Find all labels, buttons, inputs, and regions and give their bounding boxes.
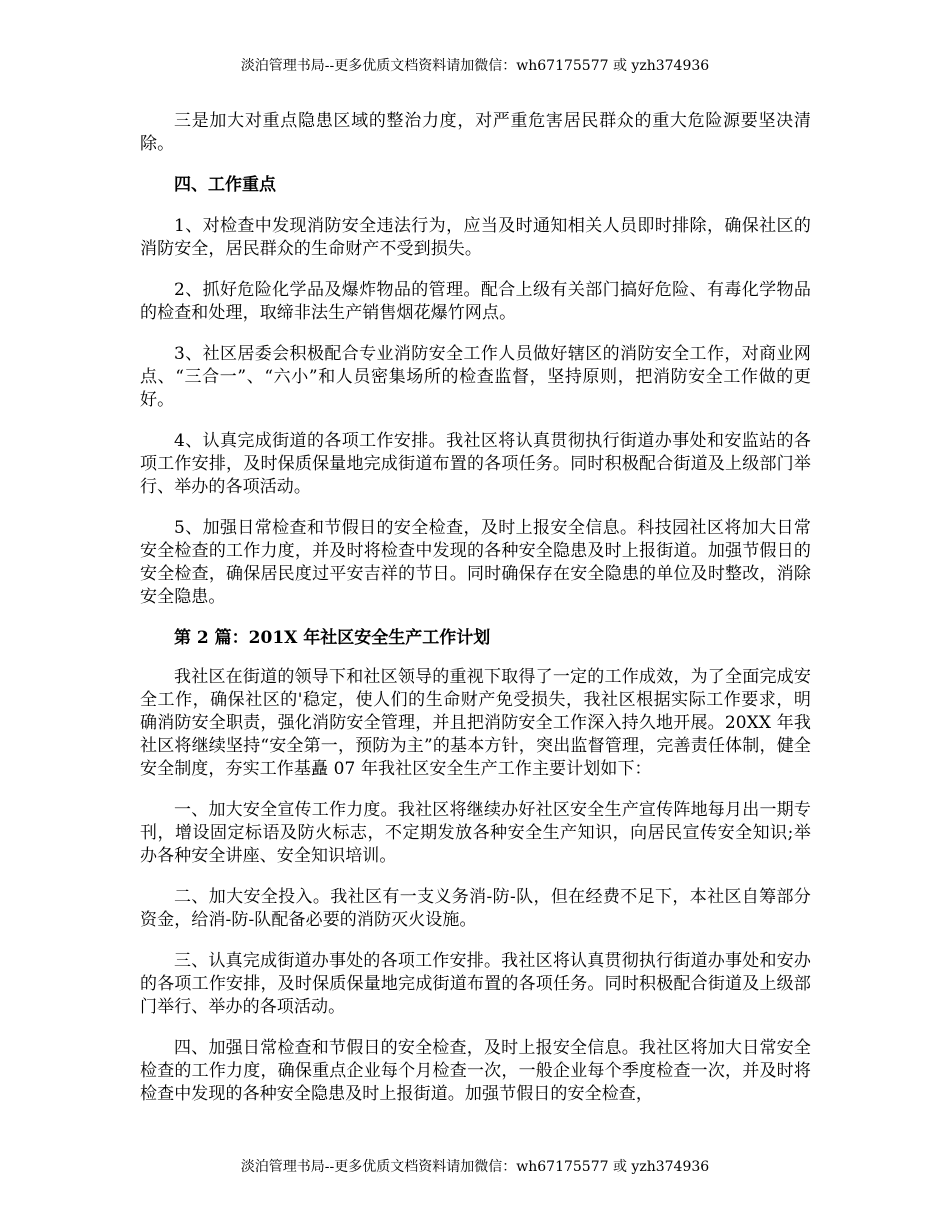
work-item-1: 1、对检查中发现消防安全违法行为，应当及时通知相关人员即时排除，确保社区的消防安全，居民群众的生命财产不受到损失。 [140,216,811,259]
page-header: 淡泊管理书局--更多优质文档资料请加微信：wh67175577 或 yzh374936 [240,58,710,74]
work-item-3: 3、社区居委会积极配合专业消防安全工作人员做好辖区的消防安全工作，对商业网点、“三合一”、“六小”和人员密集场所的检查监督，坚持原则，把消防安全工作做的更好。 [140,344,811,410]
work-item-5: 5、加强日常检查和节假日的安全检查，及时上报安全信息。科技园社区将加大日常安全检查的工作力度，并及时将检查中发现的各种安全隐患及时上报街道。加强节假日的安全检查，确保居民度过平安吉祥的节日。同时确保存在安全隐患的单位及时整改，消除安全隐患。 [140,518,811,607]
part2-title: 第 2 篇：201X 年社区安全生产工作计划 [174,628,491,648]
work-item-2: 2、抓好危险化学品及爆炸物品的管理。配合上级有关部门搞好危险、有毒化学物品的检查和处理，取缔非法生产销售烟花爆竹网点。 [140,280,811,323]
part2-intro: 我社区在街道的领导下和社区领导的重视下取得了一定的工作成效，为了全面完成安全工作，确保社区的'稳定，使人们的生命财产免受损失，我社区根据实际工作要求，明确消防安全职责，强化消防安全管理，并且把消防安全工作深入持久地开展。20XX 年我社区将继续坚持“安全第一，预防为主”的基本方针，突出监督管理，完善责任体制，健全安全制度，夯实工作基矗 07 年我社区安全生产工作主要计划如下： [140,667,811,779]
plan-item-4: 四、加强日常检查和节假日的安全检查，及时上报安全信息。我社区将加大日常安全检查的工作力度，确保重点企业每个月检查一次，一般企业每个季度检查一次，并及时将检查中发现的各种安全隐患及时上报街道。加强节假日的安全检查， [140,1038,811,1104]
plan-item-1: 一、加大安全宣传工作力度。我社区将继续办好社区安全生产宣传阵地每月出一期专刊，增设固定标语及防火标志，不定期发放各种安全生产知识，向居民宣传安全知识;举办各种安全讲座、安全知识培训。 [140,800,811,866]
plan-item-2: 二、加大安全投入。我社区有一支义务消-防-队，但在经费不足下，本社区自筹部分资金，给消-防-队配备必要的消防灭火设施。 [140,887,811,930]
plan-item-3: 三、认真完成街道办事处的各项工作安排。我社区将认真贯彻执行街道办事处和安办的各项工作安排，及时保质保量地完成街道布置的各项任务。同时积极配合街道及上级部门举行、举办的各项活动。 [140,951,811,1017]
section-heading-work-focus: 四、工作重点 [174,175,276,195]
work-item-4: 4、认真完成街道的各项工作安排。我社区将认真贯彻执行街道办事处和安监站的各项工作安排，及时保质保量地完成街道布置的各项任务。同时积极配合街道及上级部门举行、举办的各项活动。 [140,431,811,497]
paragraph-measure-3: 三是加大对重点隐患区域的整治力度，对严重危害居民群众的重大危险源要坚决清除。 [140,111,811,154]
page-footer: 淡泊管理书局--更多优质文档资料请加微信：wh67175577 或 yzh374936 [240,1159,710,1175]
document-body [140,110,811,1124]
